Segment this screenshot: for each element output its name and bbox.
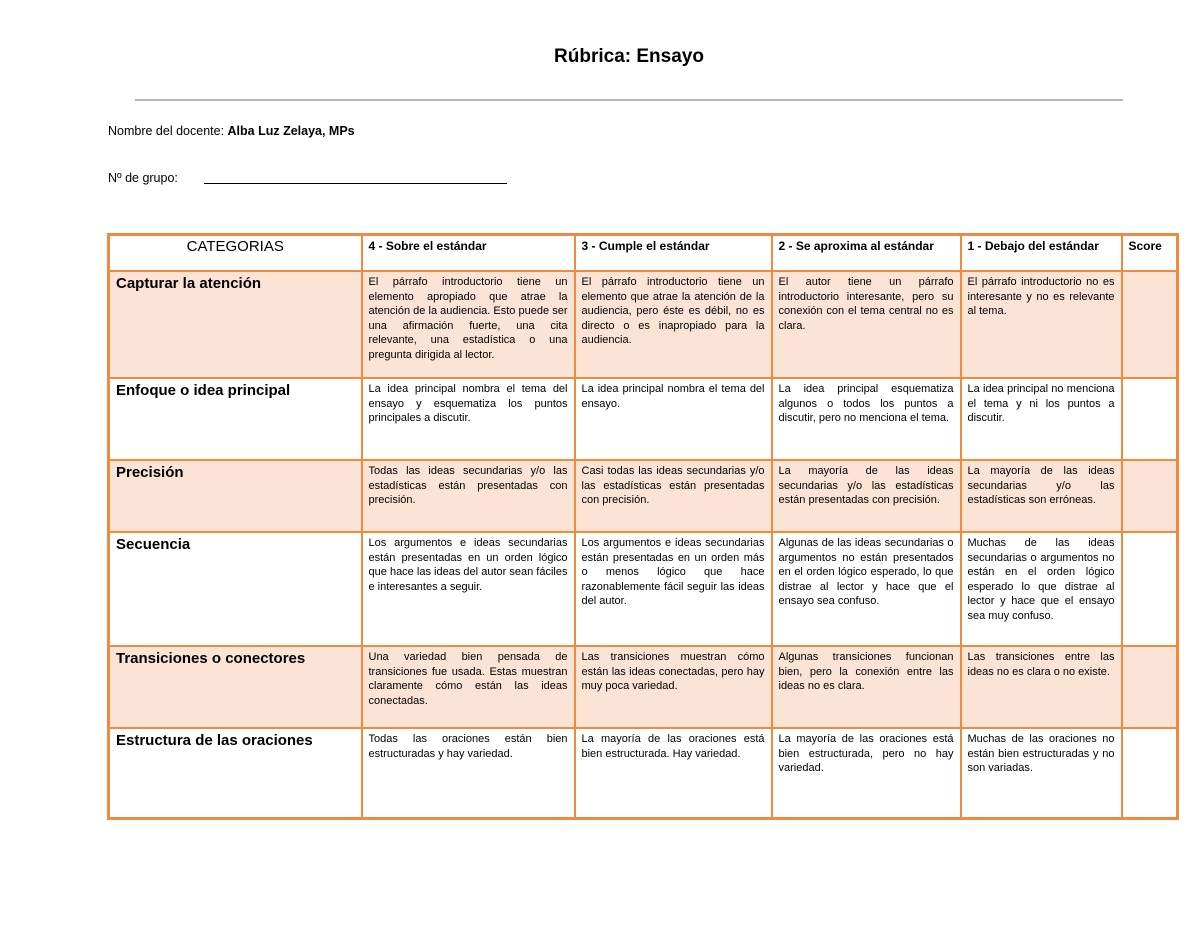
cell-score[interactable] [1122,646,1178,728]
row-category: Secuencia [109,532,362,646]
cell-level-1: El párrafo introductorio no es interesante y no es relevante al tema. [961,271,1122,378]
table-row [109,728,1178,818]
header-categories: CATEGORIAS [109,235,362,272]
group-blank-line [204,183,507,184]
document-title: Rúbrica: Ensayo [554,46,704,67]
group-label: Nº de grupo: [108,171,178,185]
cell-level-2: Algunas transiciones funcionan bien, pero la conexión entre las ideas no es clara. [772,646,961,728]
cell-level-1: La idea principal no menciona el tema y ni los puntos a discutir. [961,378,1122,460]
row-category: Enfoque o idea principal [109,378,362,460]
header-level-2: 2 - Se aproxima al estándar [772,235,961,272]
row-category: Precisión [109,460,362,532]
cell-level-1: La mayoría de las ideas secundarias y/o las estadísticas son erróneas. [961,460,1122,532]
cell-level-3: Los argumentos e ideas secundarias están presentadas en un orden más o menos lógico que hace razonablemente fácil seguir las ideas del autor. [575,532,772,646]
cell-level-4: El párrafo introductorio tiene un elemento apropiado que atrae la atención de la audiencia. Esto puede ser una afirmación fuerte, una cita relevante, una estadística o una pregunta dirigida al lector. [362,271,575,378]
cell-level-3: La idea principal nombra el tema del ensayo. [575,378,772,460]
cell-level-3: La mayoría de las oraciones está bien estructurada. Hay variedad. [575,728,772,818]
cell-level-4: Todas las oraciones están bien estructuradas y hay variedad. [362,728,575,818]
table-row [109,532,1178,646]
table-row [109,271,1178,378]
table-row [109,646,1178,728]
cell-level-2: La mayoría de las ideas secundarias y/o las estadísticas están presentadas con precisión. [772,460,961,532]
row-category: Estructura de las oraciones [109,728,362,818]
cell-score[interactable] [1122,271,1178,378]
header-level-3: 3 - Cumple el estándar [575,235,772,272]
cell-level-2: La idea principal esquematiza algunos o todos los puntos a discutir, pero no menciona el tema. [772,378,961,460]
cell-level-4: La idea principal nombra el tema del ensayo y esquematiza los puntos principales a discutir. [362,378,575,460]
table-row [109,378,1178,460]
cell-level-4: Todas las ideas secundarias y/o las estadísticas están presentadas con precisión. [362,460,575,532]
cell-level-3: Las transiciones muestran cómo están las ideas conectadas, pero hay muy poca variedad. [575,646,772,728]
cell-level-1: Muchas de las oraciones no están bien estructuradas y no son variadas. [961,728,1122,818]
cell-level-3: El párrafo introductorio tiene un elemento que atrae la atención de la audiencia, pero éste es débil, no es directo o es inapropiado para la audiencia. [575,271,772,378]
teacher-label: Nombre del docente: [108,124,228,138]
cell-score[interactable] [1122,532,1178,646]
header-score: Score [1122,235,1178,272]
row-category: Transiciones o conectores [109,646,362,728]
cell-level-2: Algunas de las ideas secundarias o argumentos no están presentados en el orden lógico esperado, lo que distrae al lector y hace que el ensayo sea confuso. [772,532,961,646]
cell-level-2: La mayoría de las oraciones está bien estructurada, pero no hay variedad. [772,728,961,818]
cell-level-4: Los argumentos e ideas secundarias están presentadas en un orden lógico que hace las ideas del autor sean fáciles e interesantes a seguir. [362,532,575,646]
cell-level-1: Muchas de las ideas secundarias o argumentos no están en el orden lógico esperado lo que distrae al lector y hace que el ensayo sea muy confuso. [961,532,1122,646]
header-level-1: 1 - Debajo del estándar [961,235,1122,272]
rubric-table [107,233,1179,820]
cell-score[interactable] [1122,378,1178,460]
header-level-4: 4 - Sobre el estándar [362,235,575,272]
cell-level-2: El autor tiene un párrafo introductorio interesante, pero su conexión con el tema central no es clara. [772,271,961,378]
teacher-name: Alba Luz Zelaya, MPs [227,124,355,138]
cell-level-1: Las transiciones entre las ideas no es clara o no existe. [961,646,1122,728]
row-category: Capturar la atención [109,271,362,378]
header-row [109,235,1178,272]
title-divider [135,99,1123,101]
cell-level-3: Casi todas las ideas secundarias y/o las estadísticas están presentadas con precisión. [575,460,772,532]
table-row [109,460,1178,532]
cell-score[interactable] [1122,728,1178,818]
teacher-line [108,124,355,138]
cell-level-4: Una variedad bien pensada de transiciones fue usada. Estas muestran claramente cómo están las ideas conectadas. [362,646,575,728]
cell-score[interactable] [1122,460,1178,532]
